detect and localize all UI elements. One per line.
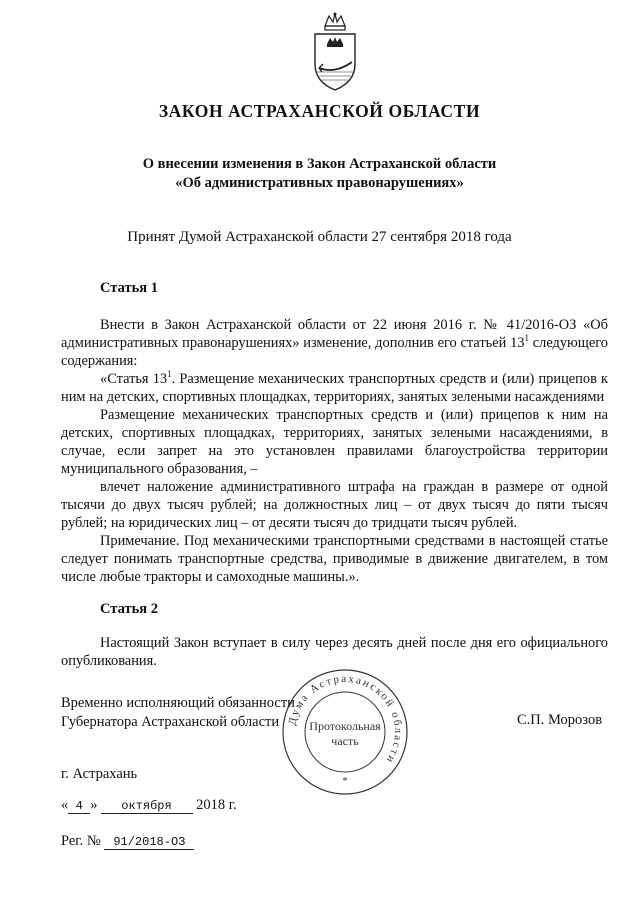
registration-number — [61, 833, 194, 850]
registration-label: Рег. № — [61, 833, 101, 849]
signatory-title — [61, 694, 295, 732]
subtitle-line-2: «Об административных правонарушениях» — [175, 175, 464, 191]
seal-center-line-2: часть — [331, 734, 359, 748]
article-2-heading: Статья 2 — [100, 601, 158, 617]
seal-center-line-1: Протокольная — [309, 719, 381, 733]
signatory-name: С.П. Морозов — [517, 712, 603, 728]
date-day: 4 — [68, 799, 90, 814]
date-close-quote: » — [90, 797, 98, 813]
article-1-heading: Статья 1 — [100, 280, 158, 296]
registration-value: 91/2018-ОЗ — [104, 835, 194, 850]
signing-date — [61, 797, 237, 814]
article-1-paragraph-4: влечет наложение административного штрафа на граждан в размере от одной тысячи до двух тысяч рублей; на должностных лиц – от двух тысяч до пяти тысяч рублей; на юридических лиц – от десяти тысяч до тридцати тысяч рублей. — [61, 479, 608, 531]
article-1-paragraph-3: Размещение механических транспортных средств и (или) прицепов к ним на детских, спортивных площадках, территориях, занятых зелеными насаждениями, в случае, если запрет на это установлен правилами благоустройства территории муниципального образования, – — [61, 407, 608, 477]
article-2-body — [61, 634, 608, 670]
seal-star-icon: * — [342, 776, 348, 787]
coat-of-arms-emblem — [305, 12, 365, 94]
law-subtitle — [0, 155, 639, 193]
date-month: октября — [101, 799, 193, 814]
article-1-paragraph-5: Примечание. Под механическими транспортными средствами в настоящей статье следует понимать транспортные средства, приводимые в движение двигателем, в том числе любые тракторы и самоходные машины.». — [61, 533, 608, 585]
article-1-paragraph-1: Внести в Закон Астраханской области от 22 июня 2016 г. № 41/2016-ОЗ «Об административных правонарушениях» изменение, дополнив его статьей $13^1$ следующего содержания: — [61, 317, 608, 369]
article-1-body — [61, 316, 608, 586]
subtitle-line-1: О внесении изменения в Закон Астраханской области — [142, 156, 497, 172]
seal-ring-text: Дума Астраханской области — [286, 672, 405, 767]
signatory-title-line-1: Временно исполняющий обязанности — [61, 695, 295, 711]
adoption-statement: Принят Думой Астраханской области 27 сентября 2018 года — [127, 229, 512, 245]
place-of-signing: г. Астрахань — [61, 766, 138, 782]
date-year: 2018 г. — [196, 797, 237, 813]
article-1-paragraph-2: «Статья $13^1$. Размещение механических транспортных средств и (или) прицепов к ним на детских, спортивных площадках, территориях, занятых зелеными насаждениями — [61, 369, 608, 405]
date-open-quote: « — [61, 797, 69, 813]
article-2-paragraph-1: Настоящий Закон вступает в силу через десять дней после дня его официального опубликования. — [61, 635, 608, 669]
signatory-title-line-2: Губернатора Астраханской области — [61, 714, 280, 730]
official-seal-stamp — [280, 667, 410, 797]
law-title: ЗАКОН АСТРАХАНСКОЙ ОБЛАСТИ — [158, 101, 481, 121]
